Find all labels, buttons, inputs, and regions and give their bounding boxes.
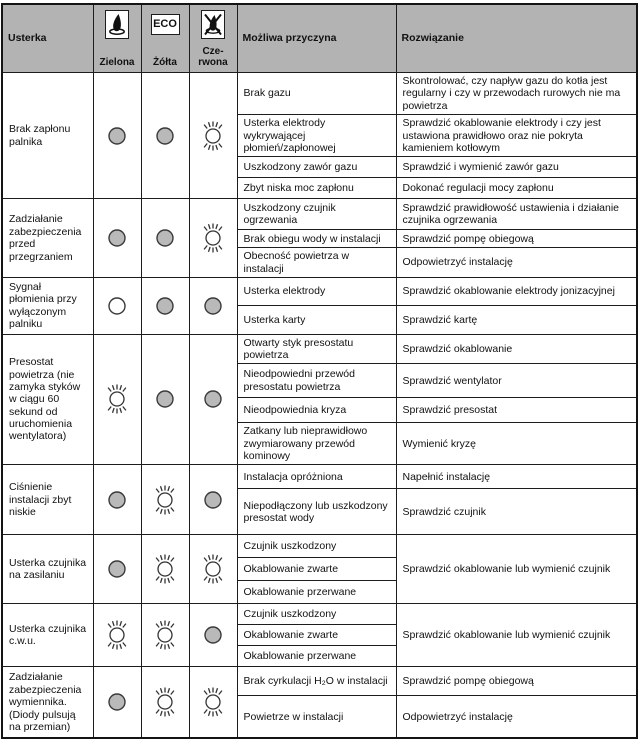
cause-cell: Usterka karty [237,306,396,334]
led-red-indicator [189,73,237,199]
led-blinking-icon [198,686,228,718]
solution-cell: Sprawdzić kartę [396,306,637,334]
fault-diagnosis-table [1,3,638,739]
flame-crossed-icon [201,10,225,39]
led-on-icon [102,227,132,249]
led-green-indicator [93,667,141,739]
led-green-indicator [93,604,141,667]
solution-cell: Sprawdzić okablowanie elektrody i czy jest ustawiona prawidłowo oraz nie pokryta kamieniem kotłowym [396,115,637,157]
led-red-indicator [189,199,237,278]
led-on-icon [102,125,132,147]
header-led-red [189,4,237,73]
cause-cell: Usterka elektrody [237,278,396,306]
led-blinking-icon [150,484,180,516]
table-row [2,604,637,625]
led-on-icon [102,489,132,511]
solution-cell: Sprawdzić okablowanie lub wymienić czujnik [396,604,637,667]
led-on-icon [150,227,180,249]
cause-cell: Powietrze w instalacji [237,696,396,739]
cause-cell: Czujnik uszkodzony [237,535,396,558]
solution-cell: Sprawdzić i wymienić zawór gazu [396,157,637,178]
eco-icon [151,14,180,35]
led-yellow-indicator [141,199,189,278]
solution-cell: Dokonać regulacji mocy zapłonu [396,178,637,199]
led-blinking-icon [102,619,132,651]
fault-cell: Sygnał płomienia przy wyłączonym palniku [2,278,93,335]
fault-cell: Presostat powietrza (nie zamyka styków w ciągu 60 sekund od uruchomienia wentylatora) [2,334,93,465]
table-body [2,73,637,739]
led-blinking-icon [150,619,180,651]
cause-cell: Zbyt niska moc zapłonu [237,178,396,199]
led-red-indicator [189,278,237,335]
fault-cell: Zadziałanie zabezpieczenia przed przegrzaniem [2,199,93,278]
solution-cell: Sprawdzić okablowanie [396,334,637,364]
cause-cell: Brak obiegu wody w instalacji [237,230,396,248]
header-solution-label: Rozwiązanie [401,32,464,45]
led-green-indicator [93,278,141,335]
led-yellow-indicator [141,334,189,465]
cause-cell: Instalacja opróżniona [237,465,396,489]
led-yellow-indicator [141,604,189,667]
led-yellow-indicator [141,465,189,535]
led-yellow-indicator [141,278,189,335]
led-red-indicator [189,535,237,604]
led-on-icon [198,489,228,511]
solution-cell: Sprawdzić wentylator [396,364,637,398]
cause-cell: Okablowanie zwarte [237,625,396,646]
header-cause-label: Możliwa przyczyna [242,32,337,45]
solution-cell: Sprawdzić czujnik [396,489,637,535]
table-row [2,667,637,696]
led-red-indicator [189,465,237,535]
led-on-icon [198,388,228,410]
led-red-indicator [189,334,237,465]
cause-cell: Nieodpowiedni przewód presostatu powietrza [237,364,396,398]
solution-cell: Sprawdzić okablowanie elektrody jonizacyjnej [396,278,637,306]
led-yellow-label: Żółta [153,56,177,68]
solution-cell: Sprawdzić presostat [396,398,637,423]
fault-cell: Usterka czujnika c.w.u. [2,604,93,667]
cause-cell: Obecność powietrza w instalacji [237,248,396,278]
cause-cell: Usterka elektrody wykrywającej płomień/zapłonowej [237,115,396,157]
led-blinking-icon [198,553,228,585]
fault-cell: Zadziałanie zabezpieczenia wymiennika. (Diody pulsują na przemian) [2,667,93,739]
solution-cell: Odpowietrzyć instalację [396,248,637,278]
led-on-icon [150,388,180,410]
header-led-yellow [141,4,189,73]
cause-cell: Nieodpowiednia kryza [237,398,396,423]
led-red-indicator [189,667,237,739]
led-on-icon [198,295,228,317]
table-row [2,278,637,306]
flame-icon [105,10,129,39]
cause-cell: Brak gazu [237,73,396,115]
led-green-indicator [93,73,141,199]
led-blinking-icon [150,553,180,585]
eco-icon-text: ECO [153,18,177,31]
solution-cell: Sprawdzić prawidłowość ustawienia i działanie czujnika ogrzewania [396,199,637,230]
led-green-label: Zielona [99,56,135,68]
table-header [2,4,637,73]
header-cause [237,4,396,73]
cause-cell: Zatkany lub nieprawidłowo zwymiarowany przewód kominowy [237,423,396,465]
table-row [2,73,637,115]
fault-cell: Brak zapłonu palnika [2,73,93,199]
cause-cell: Otwarty styk presostatu powietrza [237,334,396,364]
led-yellow-indicator [141,535,189,604]
solution-cell: Odpowietrzyć instalację [396,696,637,739]
led-on-icon [198,624,228,646]
cause-cell: Uszkodzony zawór gazu [237,157,396,178]
led-green-indicator [93,199,141,278]
fault-cell: Usterka czujnika na zasilaniu [2,535,93,604]
solution-cell: Skontrolować, czy napływ gazu do kotła jest regularny i czy w przewodach rurowych nie ma powietrza [396,73,637,115]
led-yellow-indicator [141,667,189,739]
solution-cell: Sprawdzić pompę obiegową [396,667,637,696]
table-row [2,465,637,489]
led-on-icon [150,125,180,147]
led-off-icon [102,295,132,317]
header-solution [396,4,637,73]
cause-cell: Niepodłączony lub uszkodzony presostat wody [237,489,396,535]
cause-cell: Uszkodzony czujnik ogrzewania [237,199,396,230]
solution-cell: Napełnić instalację [396,465,637,489]
led-blinking-icon [150,686,180,718]
led-green-indicator [93,334,141,465]
solution-cell: Wymienić kryzę [396,423,637,465]
led-yellow-indicator [141,73,189,199]
table-row [2,199,637,230]
cause-cell: Brak cyrkulacji H₂O w instalacji [237,667,396,696]
led-green-indicator [93,535,141,604]
table-row [2,535,637,558]
table-row [2,334,637,364]
solution-cell: Sprawdzić okablowanie lub wymienić czujnik [396,535,637,604]
led-blinking-icon [198,222,228,254]
led-green-indicator [93,465,141,535]
led-blinking-icon [198,120,228,152]
solution-cell: Sprawdzić pompę obiegową [396,230,637,248]
cause-cell: Okablowanie przerwane [237,646,396,667]
header-fault-label: Usterka [8,32,47,45]
led-red-label: Cze-rwona [198,46,228,68]
header-fault [2,4,93,73]
led-on-icon [102,691,132,713]
cause-cell: Okablowanie zwarte [237,558,396,581]
cause-cell: Czujnik uszkodzony [237,604,396,625]
fault-cell: Ciśnienie instalacji zbyt niskie [2,465,93,535]
header-row [2,4,637,73]
led-blinking-icon [102,383,132,415]
header-led-green [93,4,141,73]
led-on-icon [150,295,180,317]
led-on-icon [102,558,132,580]
cause-cell: Okablowanie przerwane [237,581,396,604]
led-red-indicator [189,604,237,667]
